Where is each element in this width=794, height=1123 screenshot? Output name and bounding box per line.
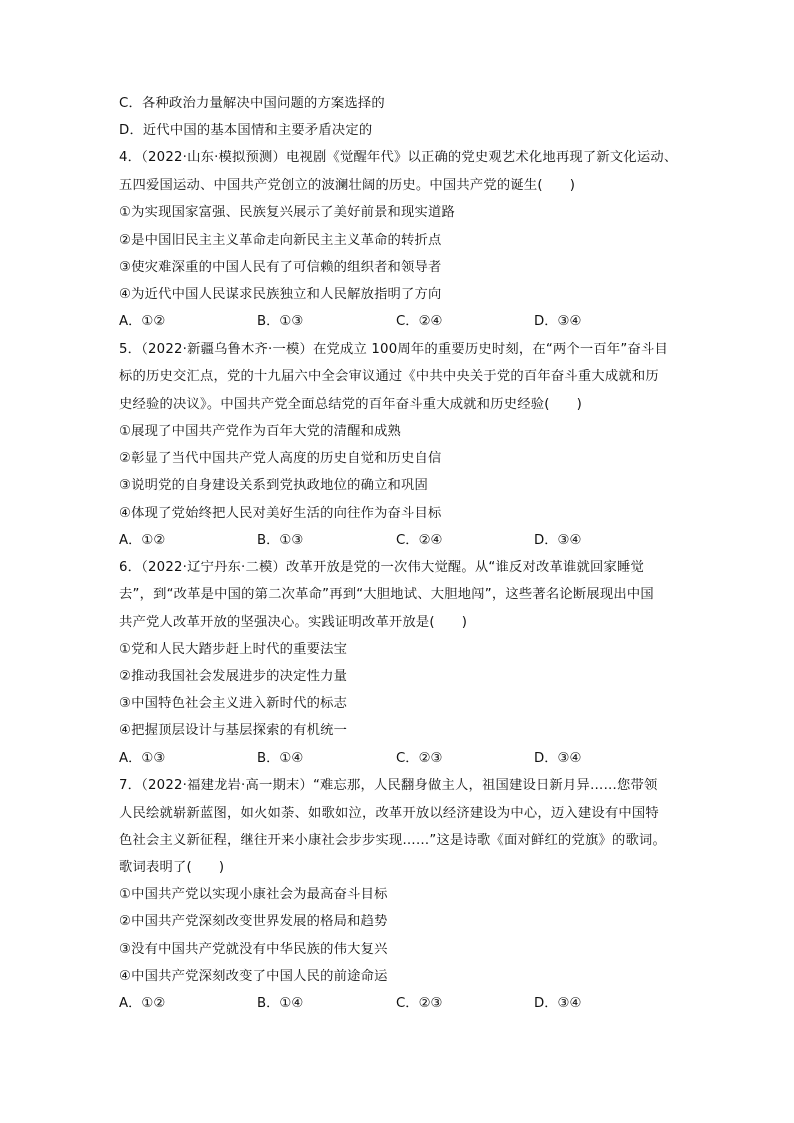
q7-option-d[interactable]: D．③④ bbox=[534, 996, 582, 1011]
q4-stem-line-2: 五四爱国运动、中国共产党创立的波澜壮阔的历史。中国共产党的诞生( ) bbox=[119, 178, 576, 193]
q4-stem-line-1: 4．（2022·山东·模拟预测）电视剧《觉醒年代》以正确的党史观艺术化地再现了新文化运动、 bbox=[119, 150, 678, 165]
q4-option-c[interactable]: C．②④ bbox=[396, 314, 443, 329]
q5-statement-4: ④体现了党始终把人民对美好生活的向往作为奋斗目标 bbox=[119, 506, 442, 521]
q5-stem-line-2: 标的历史交汇点，党的十九届六中全会审议通过《中共中央关于党的百年奋斗重大成就和历 bbox=[119, 369, 659, 384]
q7-option-c[interactable]: C．②③ bbox=[396, 996, 443, 1011]
q7-statement-3: ③没有中国共产党就没有中华民族的伟大复兴 bbox=[119, 942, 388, 957]
q6-option-c[interactable]: C．②③ bbox=[396, 751, 443, 766]
q3-option-d: D．近代中国的基本国情和主要矛盾决定的 bbox=[119, 123, 373, 138]
q5-statement-2: ②彰显了当代中国共产党人高度的历史自觉和历史自信 bbox=[119, 451, 442, 466]
q4-option-d[interactable]: D．③④ bbox=[534, 314, 582, 329]
q7-option-b[interactable]: B．①④ bbox=[257, 996, 304, 1011]
q5-option-d[interactable]: D．③④ bbox=[534, 533, 582, 548]
q6-statement-3: ③中国特色社会主义进入新时代的标志 bbox=[119, 696, 348, 711]
q7-stem-line-4: 歌词表明了( ) bbox=[119, 860, 225, 875]
q6-statement-4: ④把握顶层设计与基层探索的有机统一 bbox=[119, 723, 348, 738]
q6-options bbox=[119, 749, 679, 769]
q6-option-d[interactable]: D．③④ bbox=[534, 751, 582, 766]
q5-stem-line-1: 5．（2022·新疆乌鲁木齐·一模）在党成立 100周年的重要历史时刻，在“两个一百年”奋斗目 bbox=[119, 342, 668, 357]
q4-statement-4: ④为近代中国人民谋求民族独立和人民解放指明了方向 bbox=[119, 287, 442, 302]
q6-option-a[interactable]: A．①③ bbox=[119, 751, 166, 766]
q7-stem-line-3: 色社会主义新征程，继往开来小康社会步步实现……”这是诗歌《面对鲜红的党旗》的歌词。 bbox=[119, 833, 666, 848]
q4-statement-2: ②是中国旧民主主义革命走向新民主主义革命的转折点 bbox=[119, 233, 442, 248]
q4-options bbox=[119, 312, 679, 332]
q5-statement-3: ③说明党的自身建设关系到党执政地位的确立和巩固 bbox=[119, 478, 429, 493]
q7-statement-4: ④中国共产党深刻改变了中国人民的前途命运 bbox=[119, 969, 388, 984]
q5-stem-line-3: 史经验的决议》。中国共产党全面总结党的百年奋斗重大成就和历史经验( ) bbox=[119, 397, 583, 412]
q4-statement-3: ③使灾难深重的中国人民有了可信赖的组织者和领导者 bbox=[119, 260, 442, 275]
q7-options bbox=[119, 994, 679, 1014]
q6-stem-line-1: 6．（2022·辽宁丹东·二模）改革开放是党的一次伟大觉醒。从“谁反对改革谁就回家睡觉 bbox=[119, 560, 644, 575]
q3-option-c: C．各种政治力量解决中国问题的方案选择的 bbox=[119, 96, 385, 111]
q4-statement-1: ①为实现国家富强、民族复兴展示了美好前景和现实道路 bbox=[119, 205, 456, 220]
q7-option-a[interactable]: A．①② bbox=[119, 996, 166, 1011]
q5-statement-1: ①展现了中国共产党作为百年大党的清醒和成熟 bbox=[119, 424, 402, 439]
q6-option-b[interactable]: B．①④ bbox=[257, 751, 304, 766]
q6-statement-2: ②推动我国社会发展进步的决定性力量 bbox=[119, 669, 348, 684]
q7-statement-2: ②中国共产党深刻改变世界发展的格局和趋势 bbox=[119, 914, 388, 929]
q4-option-b[interactable]: B．①③ bbox=[257, 314, 304, 329]
q5-option-b[interactable]: B．①③ bbox=[257, 533, 304, 548]
q7-stem-line-1: 7．（2022·福建龙岩·高一期末）“难忘那，人民翻身做主人，祖国建设日新月异……您带领 bbox=[119, 778, 658, 793]
q7-statement-1: ①中国共产党以实现小康社会为最高奋斗目标 bbox=[119, 887, 388, 902]
q6-stem-line-3: 共产党人改革开放的坚强决心。实践证明改革开放是( ) bbox=[119, 615, 468, 630]
q5-options bbox=[119, 531, 679, 551]
q4-option-a[interactable]: A．①② bbox=[119, 314, 166, 329]
q5-option-a[interactable]: A．①② bbox=[119, 533, 166, 548]
q6-statement-1: ①党和人民大踏步赶上时代的重要法宝 bbox=[119, 642, 348, 657]
q5-option-c[interactable]: C．②④ bbox=[396, 533, 443, 548]
q6-stem-line-2: 去”，到“改革是中国的第二次革命”再到“大胆地试、大胆地闯”，这些著名论断展现出中国 bbox=[119, 587, 654, 602]
q7-stem-line-2: 人民绘就崭新蓝图，如火如荼、如歌如泣，改革开放以经济建设为中心，迈入建设有中国特 bbox=[119, 806, 659, 821]
